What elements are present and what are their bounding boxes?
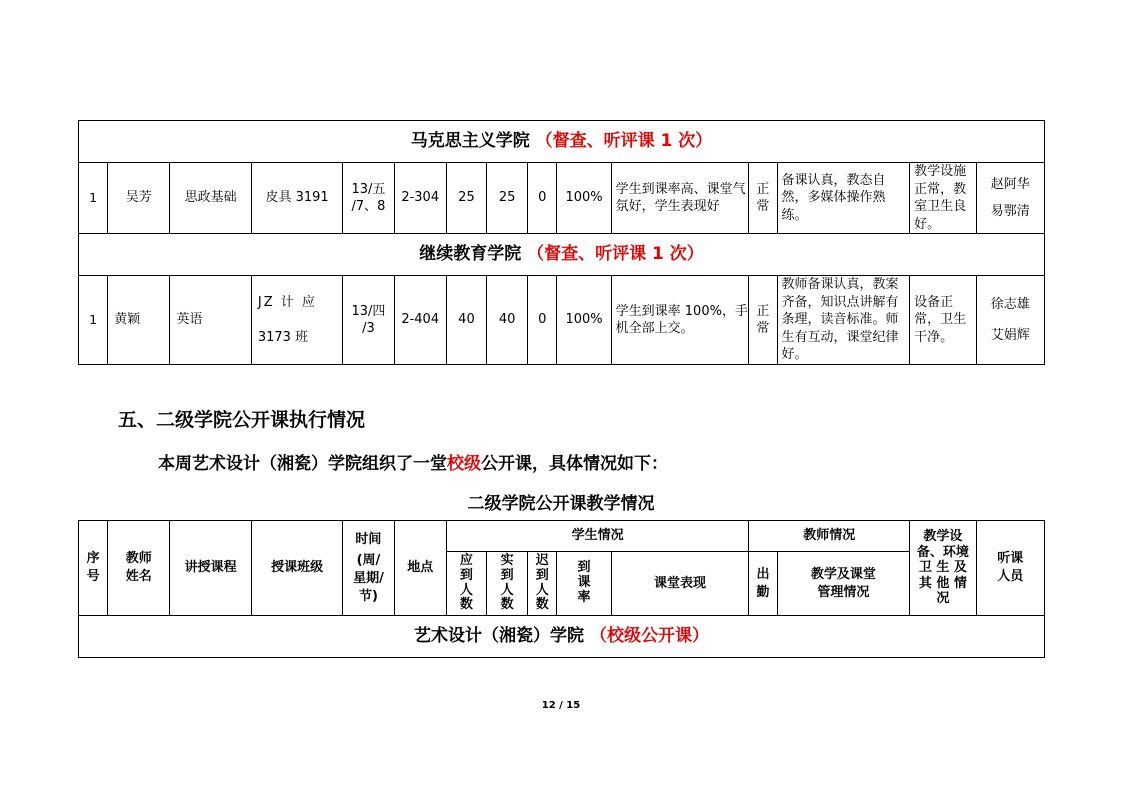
table-row	[79, 163, 1045, 234]
class-time: 13/四 /3	[343, 276, 394, 365]
late-count: 0	[528, 163, 557, 234]
teacher-attendance: 正 常	[749, 163, 777, 234]
header-teacher-group: 教师情况	[749, 521, 910, 552]
attendance-rate: 100%	[557, 163, 611, 234]
intro-highlight: 校级	[447, 454, 481, 474]
teacher-name: 黄颖	[108, 276, 170, 365]
room: 2-404	[394, 276, 446, 365]
header-teaching: 教学及课堂 管理情况	[777, 552, 910, 616]
teacher-name: 吴芳	[108, 163, 170, 234]
teacher-attendance: 正 常	[749, 276, 777, 365]
listeners: 赵阿华 易鄂清	[976, 163, 1045, 234]
equipment-status: 设备正常，卫生干净。	[910, 276, 976, 365]
header-room: 地点	[394, 521, 446, 616]
room: 2-304	[394, 163, 446, 234]
section-heading: 五、二级学院公开课执行情况	[118, 409, 366, 431]
header-class: 授课班级	[251, 521, 342, 616]
attendance-rate: 100%	[557, 276, 611, 365]
table-title: 二级学院公开课教学情况	[467, 494, 655, 514]
inspection-table	[78, 120, 1045, 365]
class-name: JZ 计 应 3173 班	[251, 276, 342, 365]
equipment-status: 教学设施正常，教室卫生良好。	[910, 163, 976, 234]
teaching-management: 教师备课认真，教案齐备，知识点讲解有条理，读音标准。师生有互动，课堂纪律好。	[777, 276, 910, 365]
header-equipment: 教学设 备、环境 卫 生 及 其 他 情 况	[910, 521, 976, 616]
listeners: 徐志雄 艾娟辉	[976, 276, 1045, 365]
header-listeners: 听课 人员	[976, 521, 1044, 616]
teaching-management: 备课认真，教态自然，多媒体操作熟练。	[777, 163, 910, 234]
header-expected: 应 到 人 数	[446, 552, 486, 616]
course-name: 思政基础	[170, 163, 251, 234]
section-intro: 本周艺术设计（湘瓷）学院组织了一堂校级公开课，具体情况如下：	[158, 454, 668, 474]
class-time: 13/五 /7、8	[343, 163, 394, 234]
header-course: 讲授课程	[170, 521, 251, 616]
section-header-art-design	[79, 616, 1045, 658]
college-note: （督查、听评课 1 次）	[527, 244, 704, 265]
row-no: 1	[79, 276, 108, 365]
header-student-group: 学生情况	[446, 521, 749, 552]
header-teacher: 教师 姓名	[108, 521, 170, 616]
header-rate: 到 课 率	[557, 552, 611, 616]
college-note: （督查、听评课 1 次）	[535, 131, 713, 152]
header-row-top	[79, 521, 1045, 552]
header-attendance: 出 勤	[749, 552, 777, 616]
header-performance: 课堂表现	[611, 552, 749, 616]
expected-count: 40	[446, 276, 486, 365]
table-row	[79, 276, 1045, 365]
section-header-marxism	[79, 121, 1045, 163]
actual-count: 40	[487, 276, 528, 365]
college-name: 马克思主义学院	[410, 131, 530, 152]
section-header-continuing-education	[79, 234, 1045, 276]
open-class-table	[78, 520, 1045, 658]
actual-count: 25	[487, 163, 528, 234]
late-count: 0	[528, 276, 557, 365]
header-time: 时间 (周/ 星期/ 节)	[343, 521, 394, 616]
class-performance: 学生到课率高、课堂气氛好，学生表现好	[611, 163, 749, 234]
class-name: 皮具 3191	[251, 163, 342, 234]
header-actual: 实 到 人 数	[487, 552, 528, 616]
class-performance: 学生到课率 100%，手机全部上交。	[611, 276, 749, 365]
header-no: 序 号	[79, 521, 108, 616]
college-name: 艺术设计（湘瓷）学院	[414, 626, 585, 647]
expected-count: 25	[446, 163, 486, 234]
row-no: 1	[79, 163, 108, 234]
course-name: 英语	[170, 276, 251, 365]
college-name: 继续教育学院	[419, 244, 522, 265]
header-late: 迟 到 人 数	[528, 552, 557, 616]
college-note: （校级公开课）	[589, 626, 709, 647]
page-number: 12 / 15	[541, 700, 581, 711]
